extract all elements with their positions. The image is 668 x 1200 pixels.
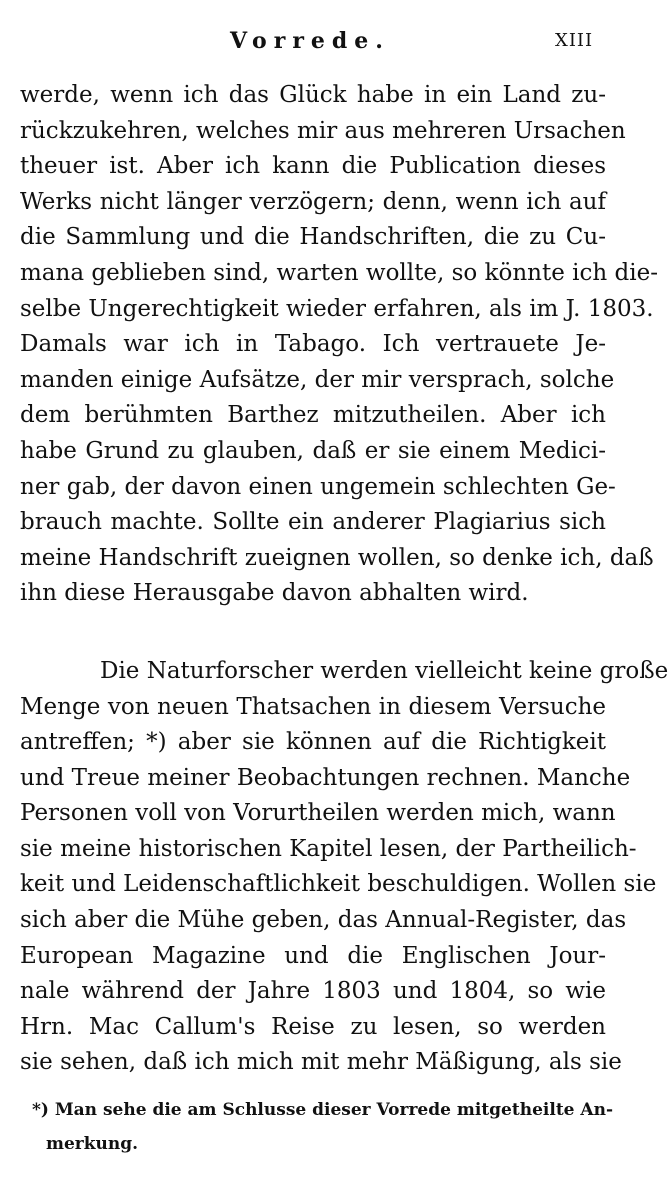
- body-text: [20, 78, 668, 1081]
- text-line: Menge von neuen Thatsachen in diesem Versuche: [20, 693, 606, 720]
- text-line: sie meine historischen Kapitel lesen, der Partheilich-: [20, 835, 637, 862]
- text-line: habe Grund zu glauben, daß er sie einem Medici-: [20, 437, 606, 464]
- text-line: nale während der Jahre 1803 und 1804, so wie: [20, 978, 606, 1005]
- text-line: brauch machte. Sollte ein anderer Plagiarius sich: [20, 509, 606, 536]
- text-line: manden einige Aufsätze, der mir versprach, solche: [20, 366, 615, 393]
- text-line: meine Handschrift zueignen wollen, so denke ich, daß: [20, 544, 654, 571]
- text-line: sich aber die Mühe geben, das Annual-Register, das: [20, 907, 627, 934]
- footnote-line: merkung.: [46, 1134, 139, 1154]
- text-line: sie sehen, daß ich mich mit mehr Mäßigung, als sie: [20, 1049, 622, 1076]
- text-line: European Magazine und die Englischen Jour-: [20, 942, 606, 969]
- text-line: werde, wenn ich das Glück habe in ein Land zu-: [20, 82, 606, 108]
- paragraph-spacing: [20, 612, 606, 654]
- footnote-line: *) Man sehe die am Schlusse dieser Vorrede mitgetheilte An-: [32, 1100, 614, 1120]
- running-head-title: Vorrede.: [230, 28, 390, 54]
- text-line: Damals war ich in Tabago. Ich vertrauete Je-: [20, 331, 606, 358]
- paragraph: [20, 654, 668, 1081]
- text-line: theuer ist. Aber ich kann die Publication dieses: [20, 153, 606, 180]
- text-line: keit und Leidenschaftlichkeit beschuldigen. Wollen sie: [20, 871, 657, 898]
- text-line: dem berühmten Barthez mitzutheilen. Aber ich: [20, 402, 606, 429]
- footnote: [32, 1093, 614, 1161]
- text-line: selbe Ungerechtigkeit wieder erfahren, als im J. 1803.: [20, 295, 654, 322]
- text-line: antreffen; *) aber sie können auf die Richtigkeit: [20, 729, 606, 756]
- paragraph: [20, 78, 658, 612]
- text-line: Werks nicht länger verzögern; denn, wenn ich auf: [20, 188, 606, 215]
- text-line: rückzukehren, welches mir aus mehreren Ursachen: [20, 117, 626, 144]
- text-line: ner gab, der davon einen ungemein schlechten Ge-: [20, 473, 616, 500]
- text-line: die Sammlung und die Handschriften, die zu Cu-: [20, 224, 606, 251]
- text-line: mana geblieben sind, warten wollte, so könnte ich die-: [20, 259, 658, 286]
- text-line: Hrn. Mac Callum's Reise zu lesen, so werden: [20, 1013, 606, 1040]
- text-line: Die Naturforscher werden vielleicht keine große: [100, 657, 668, 684]
- running-head: [0, 28, 630, 68]
- text-line: und Treue meiner Beobachtungen rechnen. Manche: [20, 764, 631, 791]
- text-line: ihn diese Herausgabe davon abhalten wird.: [20, 580, 529, 607]
- text-line: Personen voll von Vorurtheilen werden mich, wann: [20, 800, 616, 827]
- page-number: XIII: [555, 30, 594, 51]
